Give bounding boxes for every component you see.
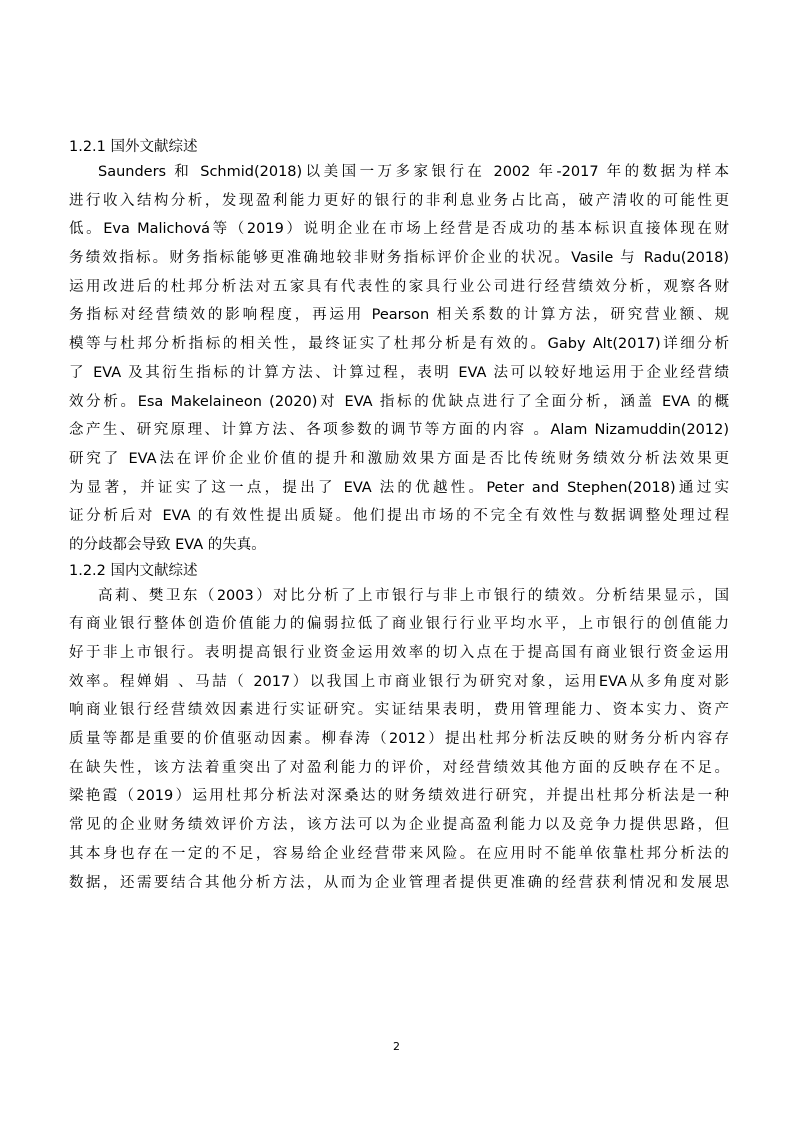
text-line: 低。Eva Malichová等（2019）说明企业在市场上经营是否成功的基本标识直接体现在财: [69, 221, 729, 238]
text-line: 务指标对经营绩效的影响程度，再运用 Pearson 相关系数的计算方法，研究营业额、规: [69, 307, 729, 324]
section-heading-foreign-literature: 1.2.1 国外文献综述: [69, 139, 198, 155]
text-line: 数据，还需要结合其他分析方法，从而为企业管理者提供更准确的经营获利情况和发展思: [69, 874, 729, 891]
section-heading-domestic-literature: 1.2.2 国内文献综述: [69, 562, 198, 579]
text-line: 常见的企业财务绩效评价方法，该方法可以为企业提高盈利能力以及竞争力提供思路，但: [69, 817, 729, 834]
text-line: 效分析。Esa Makelaineon (2020)对 EVA 指标的优缺点进行了全面分析，涵盖 EVA 的概: [69, 393, 729, 410]
text-line: 响商业银行经营绩效因素进行实证研究。实证结果表明，费用管理能力、资本实力、资产: [69, 702, 729, 719]
text-line: 好于非上市银行。表明提高银行业资金运用效率的切入点在于提高国有商业银行资金运用: [69, 645, 729, 661]
page-content: [69, 136, 729, 897]
page-number: 2: [393, 1040, 400, 1053]
text-line: 了 EVA 及其衍生指标的计算方法、计算过程，表明 EVA 法可以较好地运用于企业经营绩: [69, 364, 729, 381]
text-line: 有商业银行整体创造价值能力的偏弱拉低了商业银行行业平均水平，上市银行的创值能力: [69, 616, 729, 633]
text-line: 质量等都是重要的价值驱动因素。柳春涛（2012）提出杜邦分析法反映的财务分析内容存: [69, 731, 729, 748]
paragraph-domestic-literature: [69, 582, 729, 898]
text-line: Saunders 和 Schmid(2018)以美国一万多家银行在 2002 年-2017 年的数据为样本: [98, 164, 729, 180]
text-line: 高莉、樊卫东（2003）对比分析了上市银行与非上市银行的绩效。分析结果显示，国: [98, 587, 729, 604]
text-line: 进行收入结构分析，发现盈利能力更好的银行的非利息业务占比高，破产清收的可能性更: [69, 192, 729, 209]
text-line: 研究了 EVA法在评价企业价值的提升和激励效果方面是否比传统财务绩效分析法效果更: [69, 450, 729, 467]
text-line: 证分析后对 EVA 的有效性提出质疑。他们提出市场的不完全有效性与数据调整处理过程: [69, 508, 729, 525]
text-line: 模等与杜邦分析指标的相关性，最终证实了杜邦分析是有效的。Gaby Alt(2017)详细分析: [69, 336, 729, 353]
text-line: 务绩效指标。财务指标能够更准确地较非财务指标评价企业的状况。Vasile 与 Radu(2018): [69, 250, 729, 267]
text-line: 其本身也存在一定的不足，容易给企业经营带来风险。在应用时不能单依靠杜邦分析法的: [69, 845, 729, 862]
text-line: 梁艳霞（2019）运用杜邦分析法对深桑达的财务绩效进行研究，并提出杜邦分析法是一种: [69, 788, 729, 805]
text-line: 的分歧都会导致 EVA 的失真。: [69, 536, 266, 553]
text-line: 效率。程婵娟 、马喆（ 2017）以我国上市商业银行为研究对象，运用EVA从多角度对影: [69, 673, 729, 690]
text-line: 在缺失性，该方法着重突出了对盈利能力的评价，对经营绩效其他方面的反映存在不足。: [69, 759, 729, 776]
text-line: 运用改进后的杜邦分析法对五家具有代表性的家具行业公司进行经营绩效分析，观察各财: [69, 278, 729, 295]
text-line: 念产生、研究原理、计算方法、各项参数的调节等方面的内容 。Alam Nizamuddin(2012): [69, 422, 729, 439]
text-line: 为显著，并证实了这一点，提出了 EVA 法的优越性。Peter and Stephen(2018)通过实: [69, 479, 729, 496]
paragraph-foreign-literature: [69, 158, 729, 560]
